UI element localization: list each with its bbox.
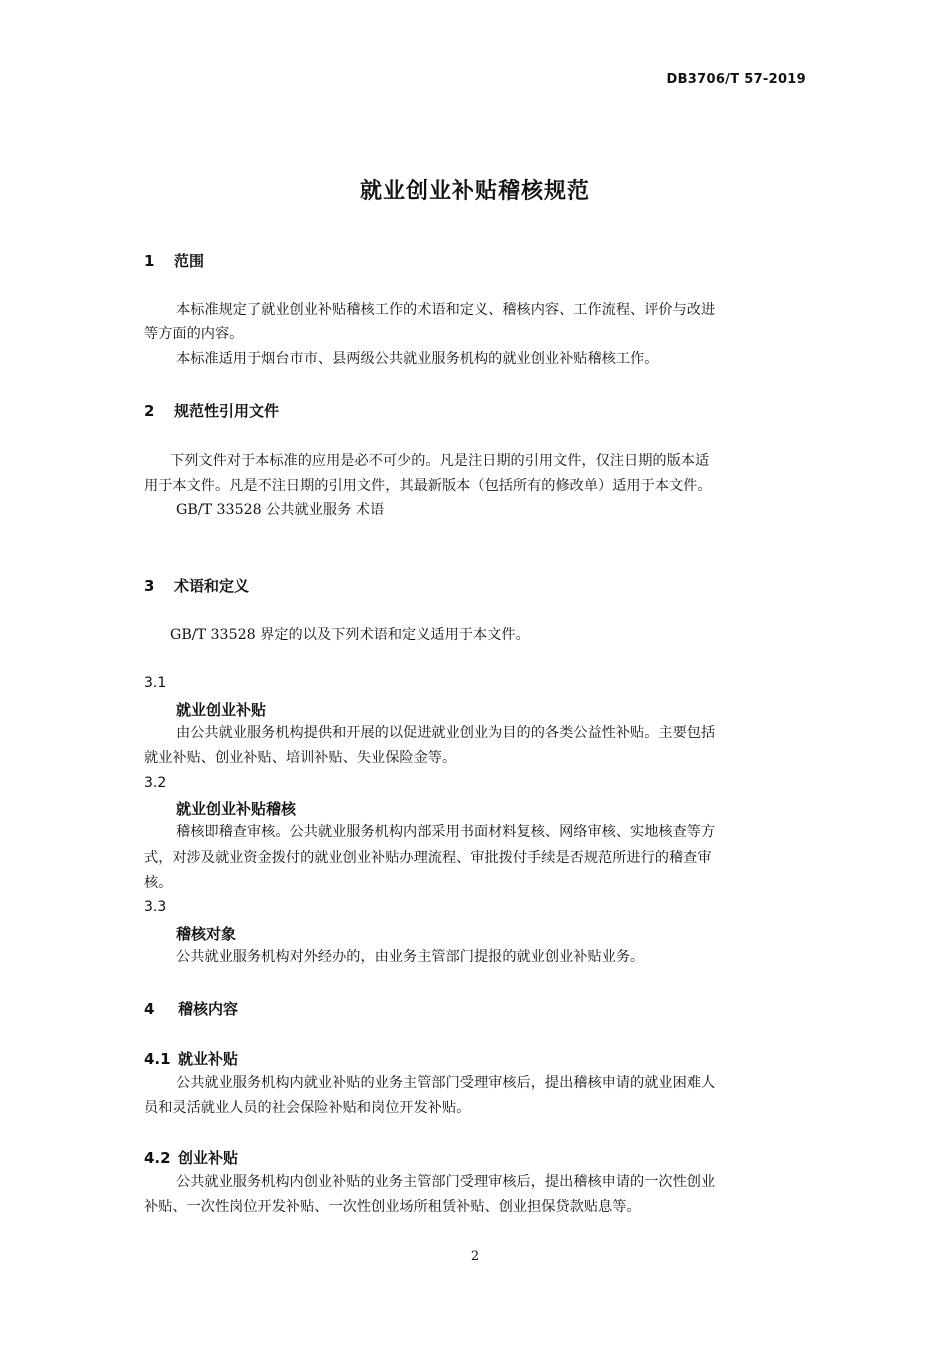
document-code: DB3706/T 57-2019 xyxy=(666,72,806,87)
paragraph-line: 公共就业服务机构对外经办的，由业务主管部门提报的就业创业补贴业务。 xyxy=(176,949,645,965)
paragraph-line: 补贴、一次性岗位开发补贴、一次性创业场所租赁补贴、创业担保贷款贴息等。 xyxy=(144,1199,641,1215)
term-name: 稽核对象 xyxy=(176,925,237,943)
paragraph-line: 本标准适用于烟台市市、县两级公共就业服务机构的就业创业补贴稽核工作。 xyxy=(176,351,659,367)
normative-reference: GB/T 33528 公共就业服务 术语 xyxy=(176,502,385,518)
section-heading-scope xyxy=(144,250,204,271)
page-title: 就业创业补贴稽核规范 xyxy=(359,179,590,204)
subsection-heading-employment-subsidy xyxy=(144,1048,238,1069)
term-number: 3.2 xyxy=(144,775,167,791)
subsection-title: 就业补贴 xyxy=(178,1050,239,1068)
section-number: 3 xyxy=(144,577,155,595)
section-title: 稽核内容 xyxy=(178,1000,239,1018)
paragraph-line: 就业补贴、创业补贴、培训补贴、失业保险金等。 xyxy=(144,750,457,766)
paragraph-line: 本标准规定了就业创业补贴稽核工作的术语和定义、稽核内容、工作流程、评价与改进 xyxy=(176,302,716,318)
section-title: 规范性引用文件 xyxy=(174,402,280,420)
subsection-number: 4.2 xyxy=(144,1149,171,1167)
paragraph-line: 公共就业服务机构内创业补贴的业务主管部门受理审核后，提出稽核申请的一次性创业 xyxy=(176,1174,716,1190)
paragraph-line: 由公共就业服务机构提供和开展的以促进就业创业为目的的各类公益性补贴。主要包括 xyxy=(176,725,716,741)
term-name: 就业创业补贴稽核 xyxy=(176,800,297,818)
page-number: 2 xyxy=(470,1249,480,1264)
section-heading-terms xyxy=(144,575,249,596)
section-heading-audit-content xyxy=(144,998,238,1019)
paragraph-line: 稽核即稽查审核。公共就业服务机构内部采用书面材料复核、网络审核、实地核查等方 xyxy=(176,824,716,840)
term-number: 3.3 xyxy=(144,899,167,915)
paragraph-line: 核。 xyxy=(144,875,173,891)
subsection-heading-entrepreneurship-subsidy xyxy=(144,1147,238,1168)
term-number: 3.1 xyxy=(144,675,167,691)
section-number: 2 xyxy=(144,402,155,420)
paragraph-line: 式，对涉及就业资金拨付的就业创业补贴办理流程、审批拨付手续是否规范所进行的稽查审 xyxy=(144,850,712,866)
subsection-number: 4.1 xyxy=(144,1050,171,1068)
paragraph-line: 下列文件对于本标准的应用是必不可少的。凡是注日期的引用文件，仅注日期的版本适 xyxy=(170,453,710,469)
term-name: 就业创业补贴 xyxy=(176,701,267,719)
paragraph-line: 等方面的内容。 xyxy=(144,326,244,342)
section-heading-references xyxy=(144,400,279,421)
subsection-title: 创业补贴 xyxy=(178,1149,239,1167)
paragraph-line: 公共就业服务机构内就业补贴的业务主管部门受理审核后，提出稽核申请的就业困难人 xyxy=(176,1075,716,1091)
section-number: 1 xyxy=(144,252,155,270)
section-title: 术语和定义 xyxy=(174,577,250,595)
paragraph-line: 员和灵活就业人员的社会保险补贴和岗位开发补贴。 xyxy=(144,1100,471,1116)
section-title: 范围 xyxy=(174,252,205,270)
section-number: 4 xyxy=(144,1000,155,1018)
paragraph-line: 用于本文件。凡是不注日期的引用文件，其最新版本（包括所有的修改单）适用于本文件。 xyxy=(144,478,712,494)
paragraph-line: GB/T 33528 界定的以及下列术语和定义适用于本文件。 xyxy=(170,627,530,643)
